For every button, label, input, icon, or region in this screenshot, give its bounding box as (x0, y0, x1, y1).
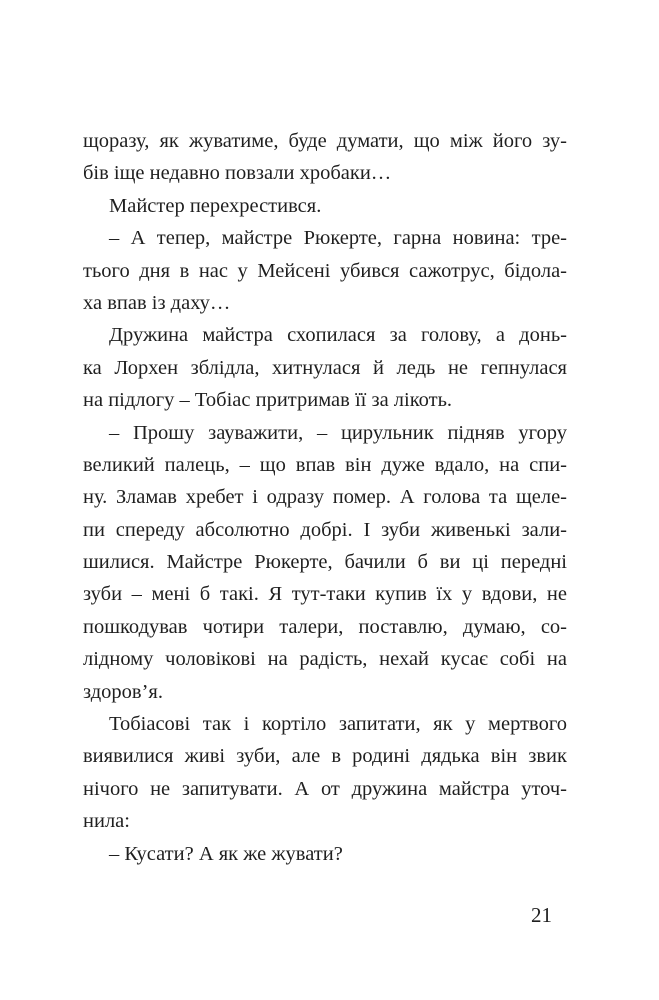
text-line: нічого не запитувати. А от дружина майстра уточ- (83, 777, 567, 800)
text-line: зуби – мені б такі. Я тут-таки купив їх у вдови, не (83, 583, 567, 606)
text-line: – А тепер, майстре Рюкерте, гарна новина: тре- (109, 227, 567, 250)
text-line: Майстер перехрестився. (109, 194, 322, 217)
text-line: шилися. Майстре Рюкерте, бачили б ви ці передні (83, 551, 567, 574)
text-line: ну. Зламав хребет і одразу помер. А голова та щеле- (83, 486, 567, 509)
text-line: тього дня в нас у Мейсені убився сажотрус, бідола- (83, 259, 567, 282)
text-line: бів іще недавно повзали хробаки… (83, 162, 392, 185)
text-line: ка Лорхен зблідла, хитнулася й ледь не гепнулася (83, 356, 567, 379)
text-line: пошкодував чотири талери, поставлю, думаю, со- (83, 615, 567, 638)
text-line: – Кусати? А як же жувати? (109, 842, 343, 865)
body-text (83, 125, 567, 870)
text-line: – Прошу зауважити, – цирульник підняв угору (109, 421, 567, 444)
text-line: Тобіасові так і кортіло запитати, як у мертвого (109, 713, 567, 736)
text-line: щоразу, як жуватиме, буде думати, що між його зу- (83, 130, 567, 152)
text-line: виявилися живі зуби, але в родині дядька він звик (83, 745, 567, 768)
page-number: 21 (531, 903, 552, 927)
text-line: здоров’я. (83, 680, 163, 703)
text-line: великий палець, – що впав він дуже вдало, на спи- (83, 453, 567, 476)
text-line: пи спереду абсолютно добрі. І зуби живенькі зали- (83, 518, 567, 541)
text-line: Дружина майстра схопилася за голову, а донь- (109, 324, 567, 347)
text-line: ха впав із даху… (83, 291, 231, 314)
text-line: лідному чоловікові на радість, нехай кусає собі на (83, 648, 567, 671)
text-line: нила: (83, 810, 130, 833)
text-line: на підлогу – Тобіас притримав її за лікоть. (83, 389, 453, 412)
